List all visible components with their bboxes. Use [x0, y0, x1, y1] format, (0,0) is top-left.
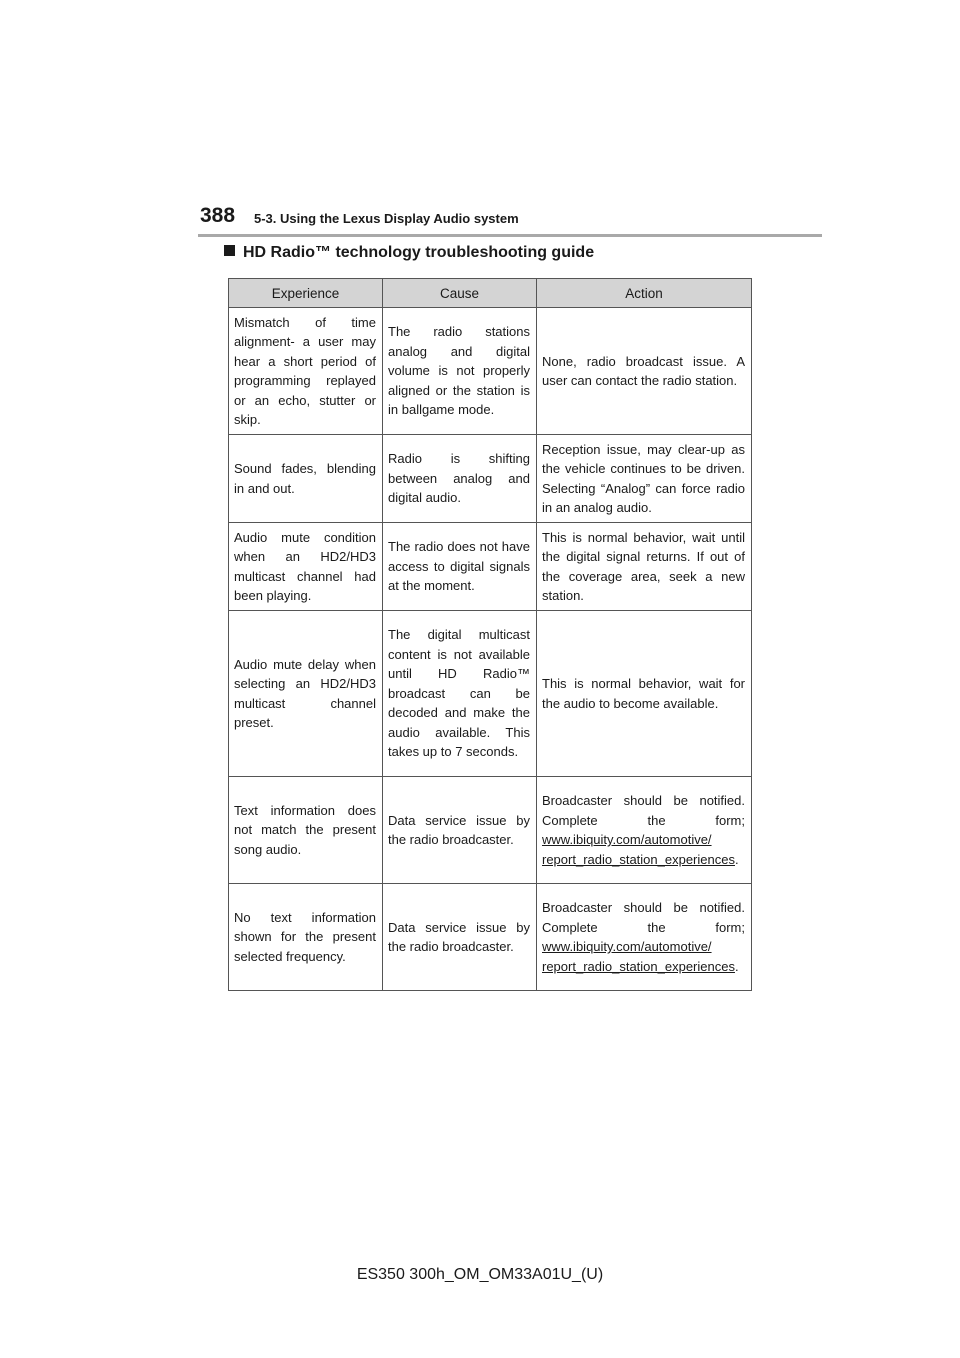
section-title: 5-3. Using the Lexus Display Audio system [254, 211, 519, 226]
form-link[interactable]: www.ibiquity.com/automotive/ [542, 832, 712, 847]
table-row [229, 611, 752, 777]
cause-cell: Data service issue by the radio broadcaster. [383, 884, 537, 991]
page-number: 388 [200, 204, 236, 227]
action-cell: Broadcaster should be notified. Complete the form; www.ibiquity.com/automotive/ report_radio_station_experiences. [537, 777, 752, 884]
form-link-path[interactable]: report_radio_station_experiences [542, 958, 735, 974]
table-row [229, 308, 752, 435]
experience-cell: Sound fades, blending in and out. [229, 435, 383, 523]
table-row [229, 435, 752, 523]
document-code: ES350 300h_OM_OM33A01U_(U) [356, 1266, 604, 1283]
troubleshooting-table [228, 278, 752, 991]
cause-cell: Radio is shifting between analog and digital audio. [383, 435, 537, 523]
page-header [198, 204, 822, 237]
column-header-cause: Cause [383, 279, 537, 308]
table-row [229, 523, 752, 611]
cause-cell: The radio stations analog and digital volume is not properly aligned or the station is in ballgame mode. [383, 308, 537, 435]
experience-cell: Mismatch of time alignment- a user may hear a short period of programming replayed or an echo, stutter or skip. [229, 308, 383, 435]
table-row [229, 884, 752, 991]
column-header-experience: Experience [229, 279, 383, 308]
experience-cell: Audio mute condition when an HD2/HD3 multicast channel had been playing. [229, 523, 383, 611]
cause-cell: Data service issue by the radio broadcaster. [383, 777, 537, 884]
action-cell: Reception issue, may clear-up as the vehicle continues to be driven. Selecting “Analog” can force radio in an analog audio. [537, 435, 752, 523]
action-cell: This is normal behavior, wait until the digital signal returns. If out of the coverage area, seek a new station. [537, 523, 752, 611]
action-cell: Broadcaster should be notified. Complete the form; www.ibiquity.com/automotive/ report_radio_station_experiences. [537, 884, 752, 991]
action-cell: This is normal behavior, wait for the audio to become available. [537, 611, 752, 777]
table-row [229, 777, 752, 884]
square-bullet-icon [224, 245, 235, 256]
guide-heading [224, 244, 594, 262]
table-header-row [229, 279, 752, 308]
experience-cell: No text information shown for the present selected frequency. [229, 884, 383, 991]
form-link[interactable]: www.ibiquity.com/automotive/ [542, 939, 712, 954]
column-header-action: Action [537, 279, 752, 308]
form-link-path[interactable]: report_radio_station_experiences [542, 851, 735, 867]
experience-cell: Text information does not match the present song audio. [229, 777, 383, 884]
experience-cell: Audio mute delay when selecting an HD2/HD3 multicast channel preset. [229, 611, 383, 777]
guide-heading-text: HD Radio™ technology troubleshooting guide [243, 244, 595, 261]
cause-cell: The digital multicast content is not available until HD Radio™ broadcast can be decoded and make the audio available. This takes up to 7 seconds. [383, 611, 537, 777]
cause-cell: The radio does not have access to digital signals at the moment. [383, 523, 537, 611]
action-cell: None, radio broadcast issue. A user can contact the radio station. [537, 308, 752, 435]
